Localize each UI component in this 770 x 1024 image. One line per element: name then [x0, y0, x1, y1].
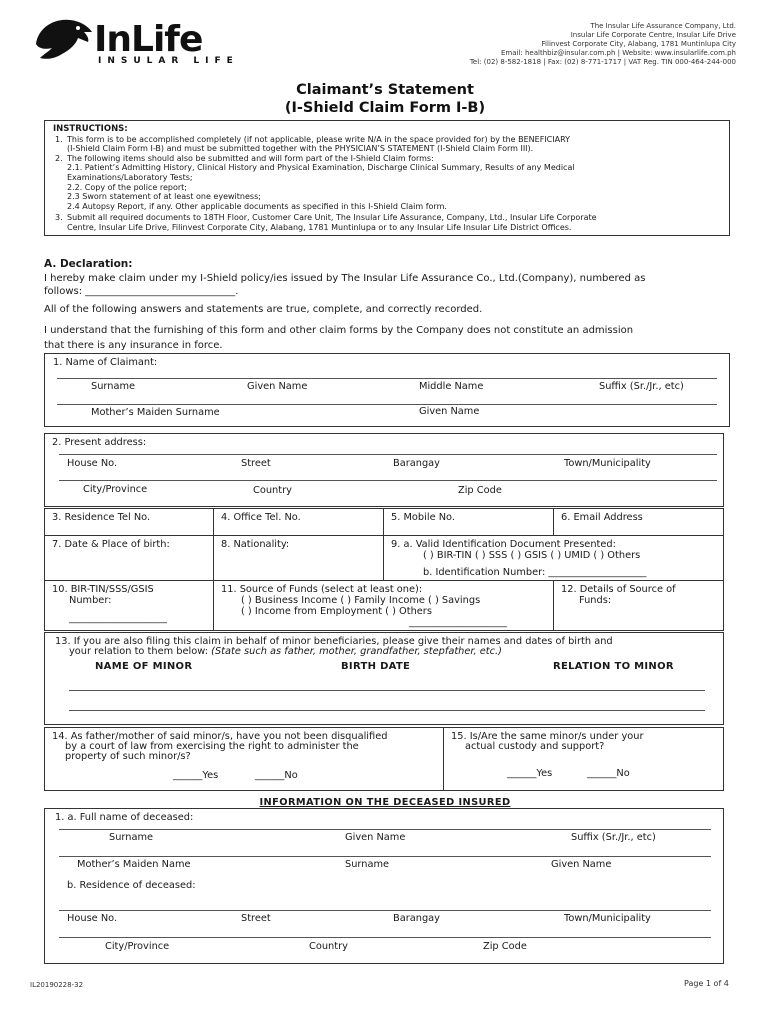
tin-number-label: Number:: [69, 595, 112, 606]
company-line: The Insular Life Assurance Company, Ltd.: [590, 22, 736, 30]
deceased-residence-label: b. Residence of deceased:: [67, 880, 196, 891]
declaration-heading: A. Declaration:: [44, 258, 133, 270]
maiden-surname-label: Mother’s Maiden Surname: [91, 407, 220, 418]
claimant-name-line[interactable]: [57, 378, 717, 379]
deceased-address-line-1[interactable]: [59, 910, 711, 911]
other-funds-field[interactable]: ____________________: [409, 617, 507, 628]
valid-id-options[interactable]: ( ) BIR-TIN ( ) SSS ( ) GSIS ( ) UMID ( ) Others: [423, 550, 641, 561]
tin-number-field[interactable]: ____________________: [69, 613, 167, 624]
custody-questions-box: [44, 727, 724, 791]
tin-label: 10. BIR-TIN/SSS/GSIS: [52, 584, 154, 595]
instructions-heading: INSTRUCTIONS:: [53, 124, 128, 134]
deceased-surname-label: Surname: [109, 832, 154, 843]
header: [0, 0, 770, 78]
present-address-box: [44, 433, 724, 507]
address-line-2[interactable]: [59, 480, 717, 481]
policy-number-field[interactable]: follows: ______________________________.: [44, 286, 239, 297]
country-label: Country: [253, 485, 292, 496]
deceased-maiden-given-label: Given Name: [551, 859, 612, 870]
eagle-icon: [32, 14, 94, 66]
deceased-name-line[interactable]: [59, 829, 711, 830]
source-of-funds-label: 11. Source of Funds (select at least one):: [221, 584, 423, 595]
logo-subtitle: INSULAR LIFE: [98, 56, 239, 66]
declaration-paragraph-3: I understand that the furnishing of this form and other claim forms by the Company does not constitute an admission that there is any insurance in force.: [44, 325, 634, 351]
funds-details-label: 12. Details of Source of: [561, 584, 676, 595]
office-tel-label[interactable]: 4. Office Tel. No.: [221, 512, 301, 523]
surname-label: Surname: [91, 381, 136, 392]
given-name-label: Given Name: [247, 381, 308, 392]
declaration-paragraph-2: All of the following answers and statements are true, complete, and correctly recorded.: [44, 304, 483, 315]
residence-tel-label[interactable]: 3. Residence Tel No.: [52, 512, 151, 523]
title-line-1: Claimant’s Statement: [296, 82, 474, 98]
col-relation-to-minor: RELATION TO MINOR: [553, 661, 674, 672]
mobile-no-label[interactable]: 5. Mobile No.: [391, 512, 455, 523]
q14-yes-field[interactable]: ______Yes: [173, 770, 219, 781]
city-label: City/Province: [83, 484, 148, 495]
company-address: [436, 22, 736, 67]
source-of-funds-options-1[interactable]: ( ) Business Income ( ) Family Income ( ) Savings: [241, 595, 481, 606]
form-title: [0, 81, 770, 117]
instruction-item: 1. This form is to be accomplished completely (if not applicable, please write N/A in the space provided for) by the BENEFICIARY (I-Shield Claim Form I-B) and must be submitted together with the PHYSICIAN’S STATEMENT (I-Shield Claim Form III).: [55, 134, 571, 154]
email-address-label[interactable]: 6. Email Address: [561, 512, 643, 523]
source-of-funds-options-2[interactable]: ( ) Income from Employment ( ) Others: [241, 606, 432, 617]
suffix-label: Suffix (Sr./Jr., etc): [599, 381, 684, 392]
q14-no-field[interactable]: ______No: [255, 770, 298, 781]
nationality-label[interactable]: 8. Nationality:: [221, 539, 290, 550]
company-line: Email: healthbiz@insular.com.ph | Website: www.insularlife.com.ph: [500, 49, 736, 57]
barangay-label: Barangay: [393, 458, 440, 469]
company-line: Filinvest Corporate City, Alabang, 1781 Muntinlupa City: [541, 40, 736, 48]
minor-row-line[interactable]: [69, 710, 705, 711]
form-code: IL20190228-32: [30, 981, 84, 989]
deceased-town-label: Town/Municipality: [564, 913, 651, 924]
deceased-zip-label: Zip Code: [483, 941, 527, 952]
claimant-name-label: 1. Name of Claimant:: [53, 357, 158, 368]
deceased-maiden-surname-label: Surname: [345, 859, 390, 870]
maiden-given-label: Given Name: [419, 406, 480, 417]
q14-text-cont: by a court of law from exercising the right to administer the: [65, 741, 359, 752]
funds-details-field[interactable]: Funds:: [579, 595, 612, 606]
instruction-item: 2. The following items should also be submitted and will form part of the I-Shield Claim forms: 2.1. Patient’s Admitting History, Clinical History and Physical Examination, Discharge Clinical Summary, Results of any Medical Examinations/Laboratory Tests; 2.2. Copy of the police report; 2.3 Sworn statement of at least one eyewitness; 2.4 Autopsy Report, if any. Other applicable documents as specified in this I-Shield Claim form.: [55, 153, 575, 211]
valid-id-label: 9. a. Valid Identification Document Presented:: [391, 539, 616, 550]
deceased-maiden-line[interactable]: [59, 856, 711, 857]
page-number: Page 1 of 4: [684, 979, 729, 988]
deceased-given-name-label: Given Name: [345, 832, 406, 843]
deceased-section-heading: INFORMATION ON THE DECEASED INSURED: [259, 797, 511, 808]
deceased-city-label: City/Province: [105, 941, 170, 952]
deceased-house-no-label: House No.: [67, 913, 118, 924]
q14-text-cont: property of such minor/s?: [65, 751, 191, 762]
q15-text: 15. Is/Are the same minor/s under your: [451, 731, 644, 742]
deceased-address-line-2[interactable]: [59, 937, 711, 938]
q15-text-cont: actual custody and support?: [465, 741, 605, 752]
q15-no-field[interactable]: ______No: [587, 768, 630, 779]
present-address-label: 2. Present address:: [52, 437, 147, 448]
birth-date-place-label[interactable]: 7. Date & Place of birth:: [52, 539, 170, 550]
maiden-name-line[interactable]: [57, 404, 717, 405]
q14-text: 14. As father/mother of said minor/s, have you not been disqualified: [52, 731, 388, 742]
deceased-country-label: Country: [309, 941, 348, 952]
deceased-barangay-label: Barangay: [393, 913, 440, 924]
instruction-item: 3. Submit all required documents to 18TH Floor, Customer Care Unit, The Insular Life Assurance, Company, Ltd., Insular Life Corporate Centre, Insular Life Drive, Filinvest Corporate City, Alabang, 1781 Muntinlupa or to any Insular Life Insular Life District Offices.: [55, 213, 597, 232]
address-line-1[interactable]: [59, 454, 717, 455]
zip-label: Zip Code: [458, 485, 502, 496]
declaration-paragraph-1: I hereby make claim under my I-Shield policy/ies issued by The Insular Life Assurance Co., Ltd.(Company), numbered as follows: ______________________________.: [44, 272, 734, 298]
deceased-name-label: 1. a. Full name of deceased:: [55, 812, 194, 823]
deceased-street-label: Street: [241, 913, 271, 924]
house-no-label: House No.: [67, 458, 118, 469]
contact-grid: [44, 508, 724, 631]
company-line: Tel: (02) 8-582-1818 | Fax: (02) 8-771-1717 | VAT Reg. TIN 000-464-244-000: [469, 58, 736, 66]
minor-row-line[interactable]: [69, 690, 705, 691]
minors-question-cont: your relation to them below: (State such as father, mother, grandfather, stepfather, etc.): [69, 646, 502, 657]
col-birth-date: BIRTH DATE: [341, 661, 411, 672]
deceased-maiden-name-label: Mother’s Maiden Name: [77, 859, 191, 870]
claimant-name-box: [44, 353, 730, 427]
town-label: Town/Municipality: [564, 458, 651, 469]
q15-yes-field[interactable]: ______Yes: [507, 768, 553, 779]
minor-beneficiaries-box: [44, 632, 724, 725]
col-name-of-minor: NAME OF MINOR: [95, 661, 193, 672]
instructions-box: [44, 120, 730, 236]
middle-name-label: Middle Name: [419, 381, 484, 392]
street-label: Street: [241, 458, 271, 469]
company-line: Insular Life Corporate Centre, Insular Life Drive: [570, 31, 736, 39]
deceased-suffix-label: Suffix (Sr./Jr., etc): [571, 832, 656, 843]
title-line-2: (I-Shield Claim Form I-B): [284, 100, 486, 116]
logo-wordmark: InLife: [94, 19, 203, 60]
inlife-logo: [32, 14, 242, 70]
minors-question: 13. If you are also filing this claim in behalf of minor beneficiaries, please give their names and dates of birth and: [55, 636, 613, 647]
id-number-field[interactable]: b. Identification Number: ____________________: [423, 567, 647, 578]
deceased-info-box: [44, 808, 724, 964]
